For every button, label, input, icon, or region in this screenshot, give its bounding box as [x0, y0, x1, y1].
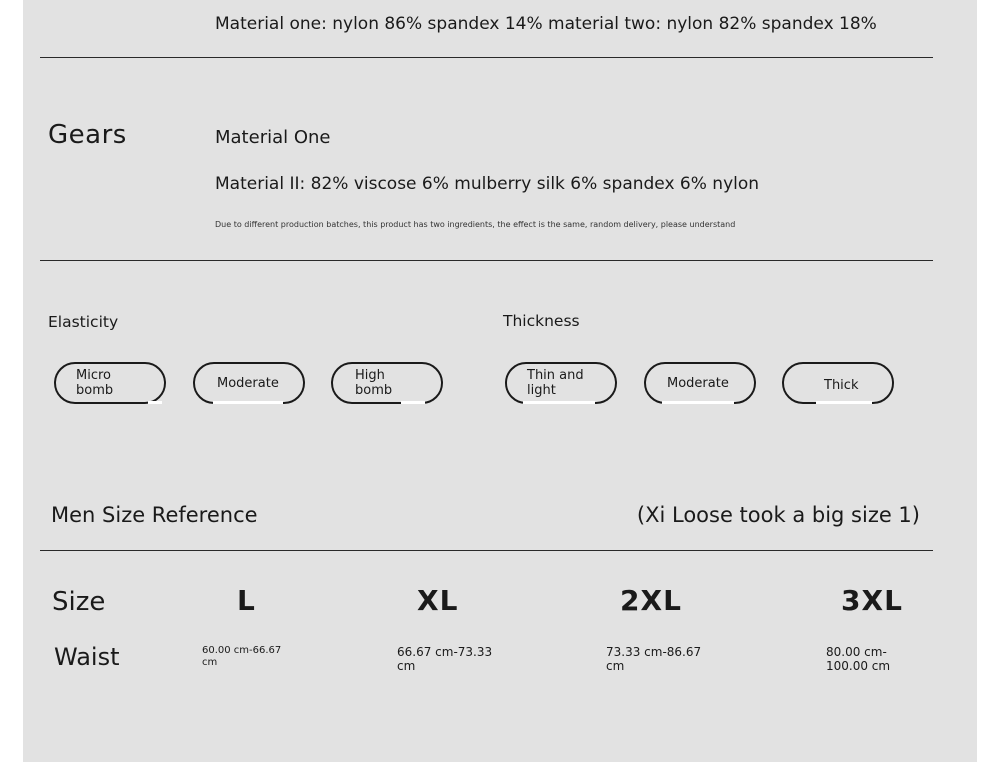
divider-1 [40, 57, 933, 58]
option-label: Thick [824, 377, 859, 393]
material-one-text: Material One [215, 127, 331, 148]
material-two-text: Material II: 82% viscose 6% mulberry silk 6% spandex 6% nylon [215, 174, 760, 194]
waist-value-3xl: 80.00 cm-100.00 cm [826, 645, 891, 673]
option-label: Thin and light [527, 368, 584, 398]
size-header-xl: XL [417, 584, 459, 617]
pill-gap [213, 401, 283, 404]
pill-gap [401, 401, 425, 404]
option-label: Micro bomb [76, 368, 114, 398]
pill-gap [816, 401, 872, 404]
elasticity-option-high-bomb[interactable] [331, 362, 443, 404]
option-label: Moderate [667, 375, 729, 391]
batch-note: Due to different production batches, this product has two ingredients, the effect is the same, random delivery, please understand [215, 220, 736, 229]
pill-gap [523, 401, 595, 404]
divider-2 [40, 260, 933, 261]
size-row-label: Size [52, 587, 106, 617]
waist-value-xl: 66.67 cm-73.33 cm [397, 645, 493, 673]
top-material-text: Material one: nylon 86% spandex 14% material two: nylon 82% spandex 18% [215, 14, 877, 34]
elasticity-heading: Elasticity [48, 313, 119, 331]
option-label: Moderate [217, 375, 279, 391]
waist-value-l: 60.00 cm-66.67 cm [202, 645, 282, 668]
divider-3 [40, 550, 933, 551]
size-header-3xl: 3XL [841, 584, 903, 617]
pill-gap [662, 401, 734, 404]
size-header-2xl: 2XL [620, 584, 682, 617]
waist-value-2xl: 73.33 cm-86.67 cm [606, 645, 702, 673]
size-reference-note: (Xi Loose took a big size 1) [636, 503, 920, 527]
thickness-option-thick[interactable] [782, 362, 894, 404]
thickness-option-moderate[interactable] [644, 362, 756, 404]
gears-heading: Gears [48, 120, 127, 150]
size-reference-title: Men Size Reference [51, 503, 258, 527]
thickness-option-thin-and-light[interactable] [505, 362, 617, 404]
pill-gap [148, 401, 162, 404]
thickness-heading: Thickness [503, 312, 580, 330]
option-label: High bomb [355, 368, 393, 398]
waist-row-label: Waist [54, 643, 120, 671]
elasticity-option-micro-bomb[interactable] [54, 362, 166, 404]
size-header-l: L [237, 584, 256, 617]
elasticity-option-moderate[interactable] [193, 362, 305, 404]
